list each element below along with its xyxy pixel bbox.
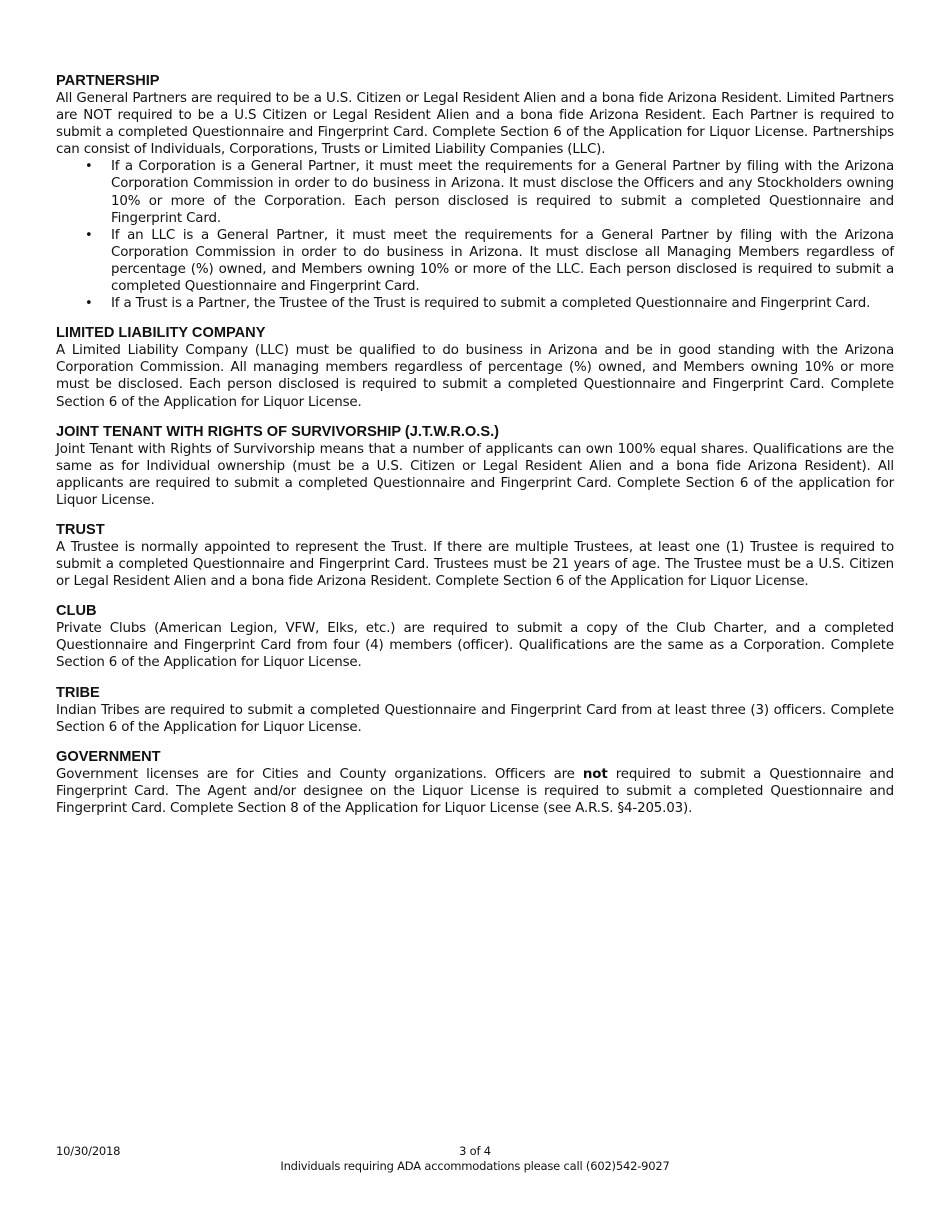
heading-government: GOVERNMENT [56,748,161,765]
paragraph-partnership: All General Partners are required to be a U.S. Citizen or Legal Resident Alien and a bona fide Arizona Resident. Limited Partners are NOT required to be a U.S Citizen or Legal Resident Alien and a bona fide Arizona Resident. Each Partner is required to submit a completed Questionnaire and Fingerprint Card. Complete Section 6 of the Application for Liquor License. Partnerships can consist of Individuals, Corporations, Trusts or Limited Liability Companies (LLC). [56,91,894,158]
paragraph-government [56,766,894,817]
heading-jtwros: JOINT TENANT WITH RIGHTS OF SURVIVORSHIP (J.T.W.R.O.S.) [56,423,499,440]
paragraph-club: Private Clubs (American Legion, VFW, Elks, etc.) are required to submit a copy of the Club Charter, and a completed Questionnaire and Fingerprint Card from four (4) members (officer). Qualifications are the same as a Corporation. Complete Section 6 of the Application for Liquor License. [56,621,894,671]
government-text-start: Government licenses are for Cities and County organizations. Officers are [56,766,583,782]
government-text-end: required to submit a Questionnaire and Fingerprint Card. The Agent and/or designee on the Liquor License is required to submit a completed Questionnaire and Fingerprint Card. Complete Section 8 of the Application for Liquor License (see A.R.S. §4-205.03). [56,766,894,816]
paragraph-tribe: Indian Tribes are required to submit a completed Questionnaire and Fingerprint Card from at least three (3) officers. Complete Section 6 of the Application for Liquor License. [56,702,894,735]
section-tribe [56,684,894,736]
section-trust [56,521,894,590]
footer-page-number: 3 of 4 [459,1144,491,1158]
footer-ada-notice: Individuals requiring ADA accommodations please call (602)542-9027 [280,1159,670,1173]
paragraph-trust: A Trustee is normally appointed to represent the Trust. If there are multiple Trustees, at least one (1) Trustee is required to submit a completed Questionnaire and Fingerprint Card. Trustees must be 21 years of age. The Trustee must be a U.S. Citizen or Legal Resident Alien and a bona fide Arizona Resident. Complete Section 6 of the Application for Liquor License. [56,539,894,590]
section-llc [56,324,894,410]
partnership-bullet-list [56,158,894,312]
section-jtwros [56,423,894,509]
section-government [56,748,894,817]
bullet-item: • If a Corporation is a General Partner, it must meet the requirements for a General Partner by filing with the Arizona Corporation Commission in order to do business in Arizona. It must disclose the Officers and any Stockholders owning 10% or more of the Corporation. Each person disclosed is required to submit a completed Questionnaire and Fingerprint Card. [111,158,894,226]
paragraph-jtwros: Joint Tenant with Rights of Survivorship means that a number of applicants can own 100% equal shares. Qualifications are the same as for Individual ownership (must be a U.S. Citizen or Legal Resident Alien and a bona fide Arizona Resident). All applicants are required to submit a completed Questionnaire and Fingerprint Card. Complete Section 6 of the application for Liquor License. [56,441,894,508]
heading-trust: TRUST [56,521,105,538]
footer-center [0,1144,950,1174]
heading-llc: LIMITED LIABILITY COMPANY [56,325,266,342]
bullet-item: • If an LLC is a General Partner, it must meet the requirements for a General Partner by filing with the Arizona Corporation Commission in order to do business in Arizona. It must disclose all Managing Members regardless of percentage (%) owned, and Members owning 10% or more of the LLC. Each person disclosed is required to submit a completed Questionnaire and Fingerprint Card. [111,227,894,295]
bullet-item: • If a Trust is a Partner, the Trustee of the Trust is required to submit a completed Questionnaire and Fingerprint Card. [111,295,894,312]
footer-date: 10/30/2018 [56,1144,121,1158]
paragraph-llc: A Limited Liability Company (LLC) must be qualified to do business in Arizona and be in good standing with the Arizona Corporation Commission. All managing members regardless of percentage (%) owned, and Members owning 10% or more must be disclosed. Each person disclosed is required to submit a completed Questionnaire and Fingerprint Card. Complete Section 6 of the Application for Liquor License. [56,343,894,410]
heading-tribe: TRIBE [56,684,100,701]
heading-club: CLUB [56,603,97,620]
document-page [56,72,894,829]
heading-partnership: PARTNERSHIP [56,73,160,89]
section-club [56,602,894,671]
government-text-bold: not [582,766,608,782]
section-partnership [56,72,894,312]
